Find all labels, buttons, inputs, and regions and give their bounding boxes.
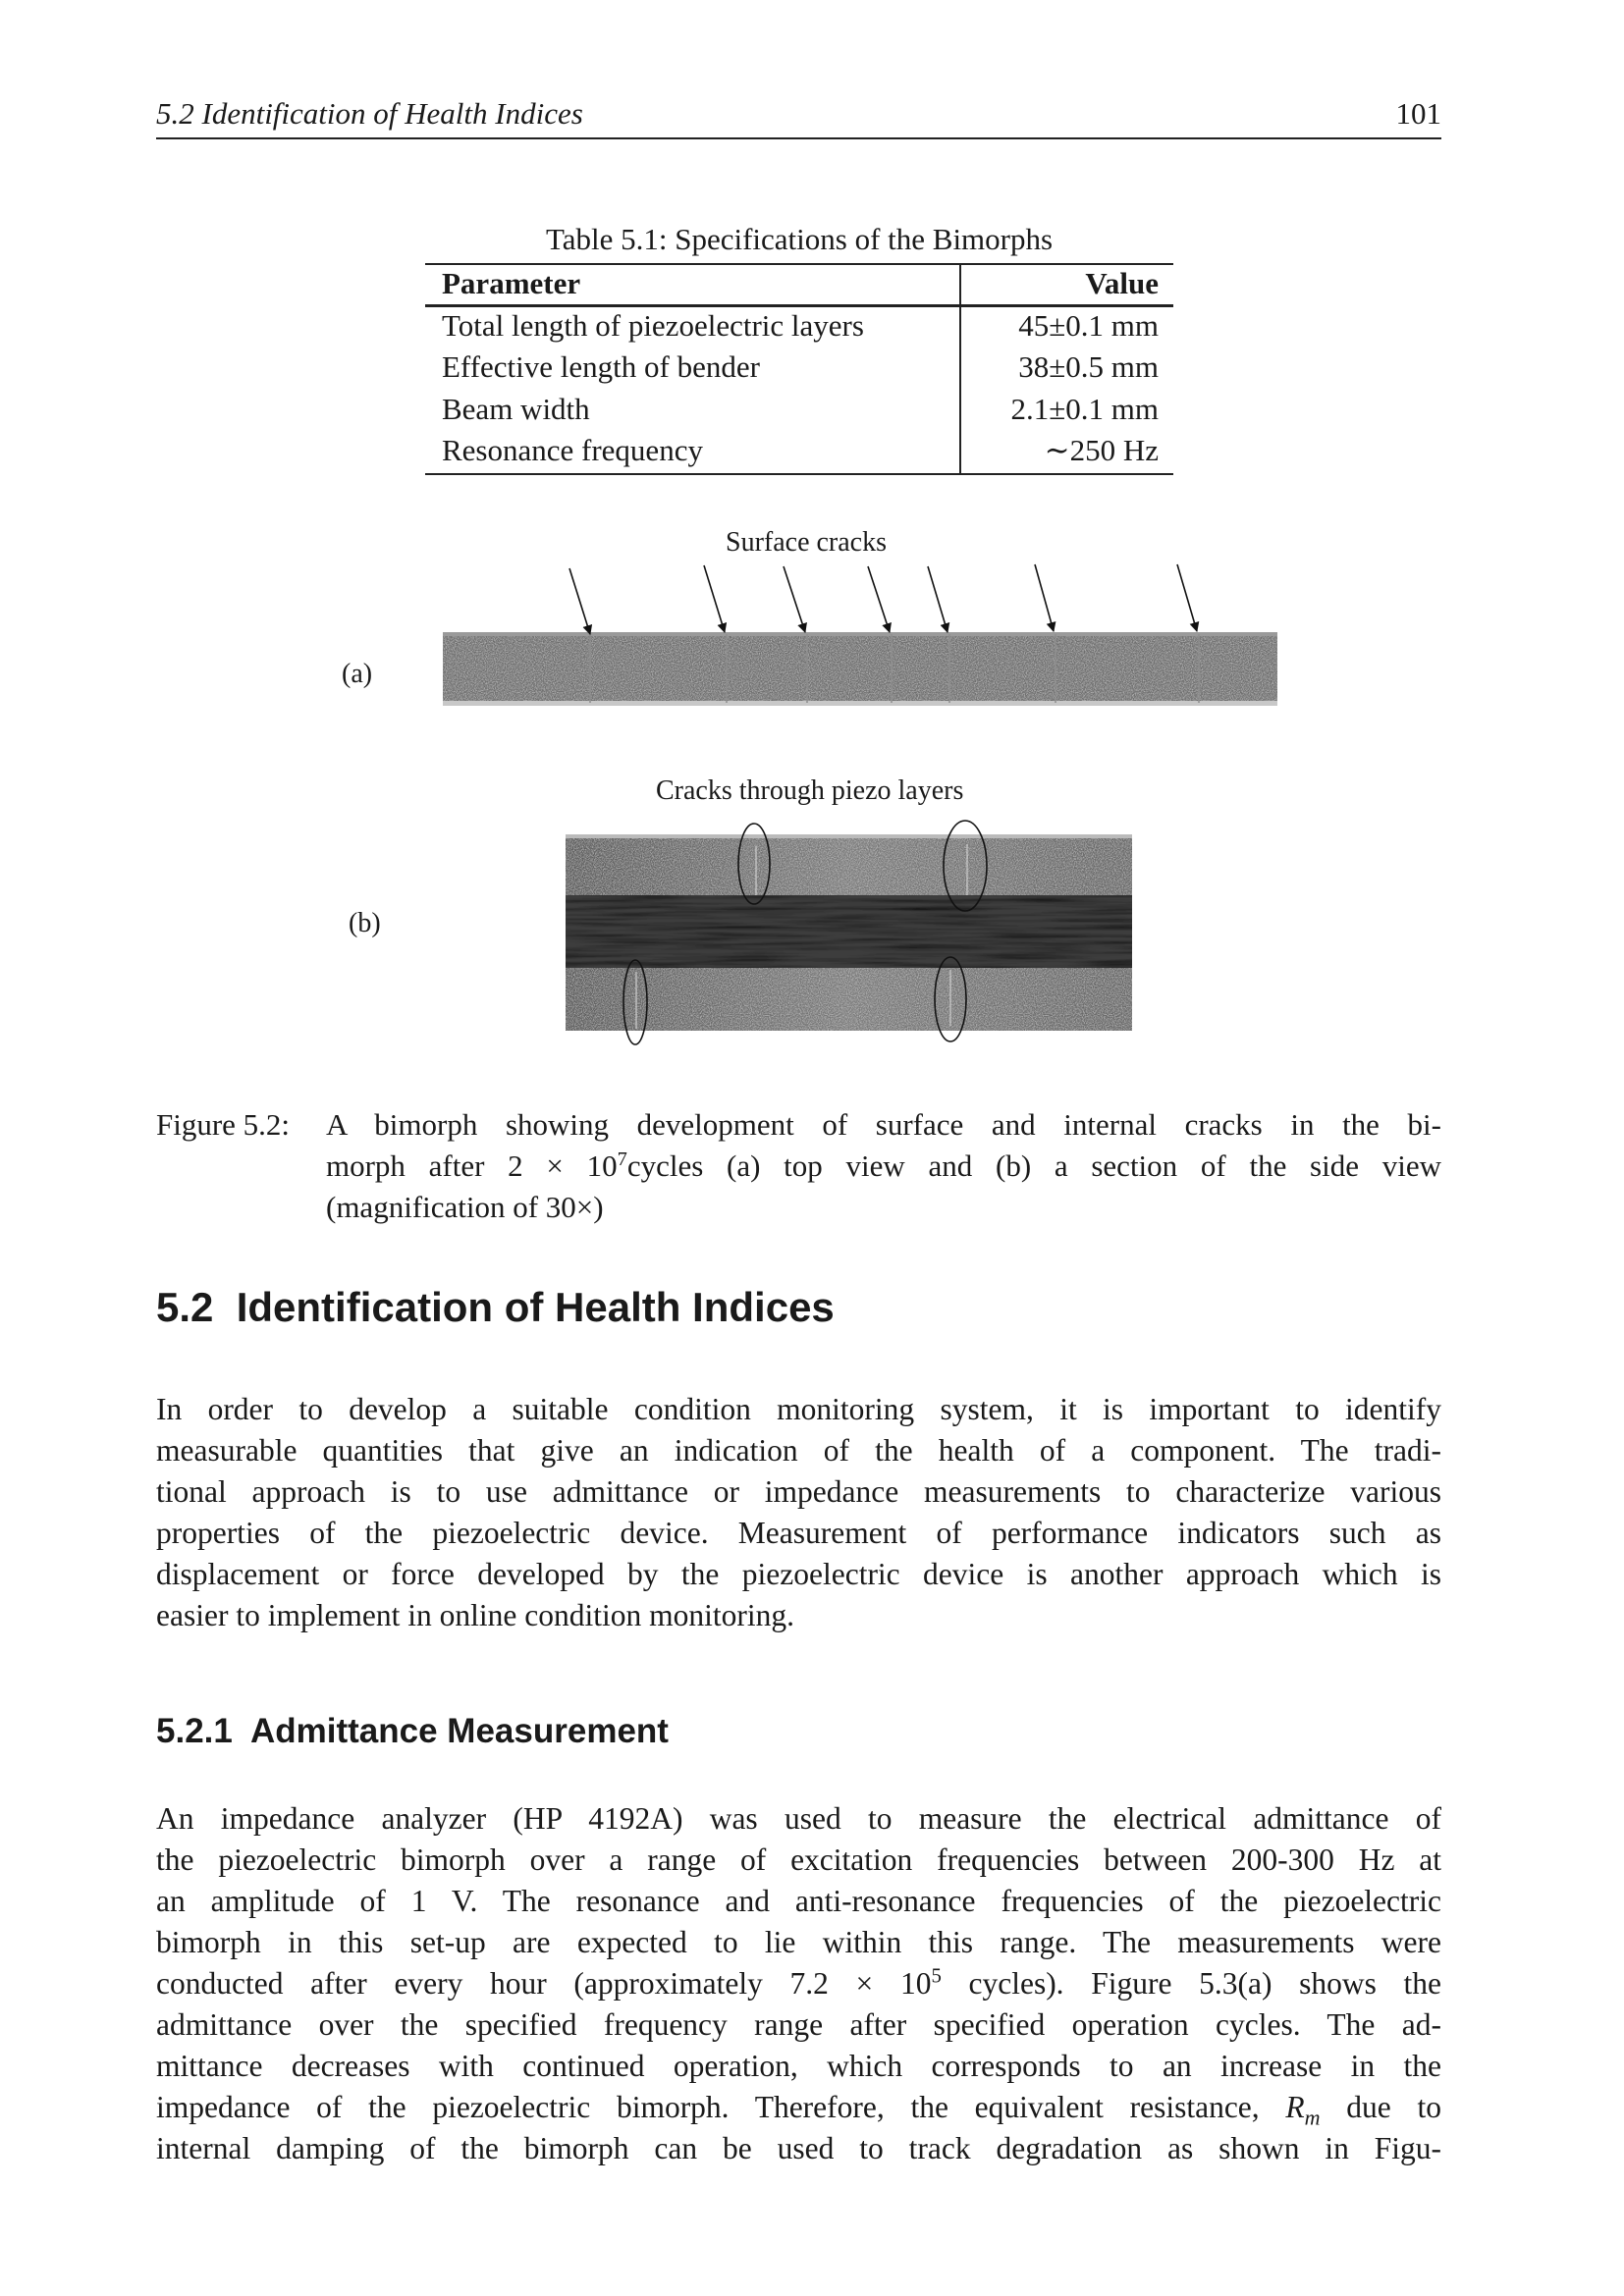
bimorph-side-view-photo xyxy=(566,834,1132,1031)
table-cell-parameter: Effective length of bender xyxy=(442,349,760,384)
paragraph-line xyxy=(156,2087,1441,2128)
paragraph-line: mittance decreases with continued operation, which corresponds to an increase in the xyxy=(156,2049,1441,2083)
math-subscript xyxy=(1305,2105,1321,2129)
paragraph-line: admittance over the specified frequency range after specified operation cycles. The ad- xyxy=(156,2007,1441,2042)
section-heading: 5.2 Identification of Health Indices xyxy=(156,1284,835,1330)
figure-images xyxy=(0,0,1624,1080)
caption-text: morph after 2 × 10 xyxy=(326,1148,618,1183)
table-cell-value: 2.1±0.1 mm xyxy=(1010,392,1159,426)
paragraph-line: an amplitude of 1 V. The resonance and anti-resonance frequencies of the piezoelectric xyxy=(156,1884,1441,1918)
paragraph-text: cycles). Figure 5.3(a) shows the xyxy=(941,1966,1441,2001)
arrow-icon xyxy=(1177,564,1197,631)
arrow-icon xyxy=(1035,564,1054,631)
cracks-through-layers-annotation: Cracks through piezo layers xyxy=(656,775,964,806)
panel-a-label: (a) xyxy=(342,659,373,689)
paragraph-line: bimorph in this set-up are expected to lie within this range. The measurements were xyxy=(156,1925,1441,1959)
caption-exponent: 7 xyxy=(617,1148,627,1170)
table-caption: Table 5.1: Specifications of the Bimorphs xyxy=(545,222,1054,256)
math-subscript-text: m xyxy=(1304,2105,1321,2130)
arrow-icon xyxy=(784,566,805,632)
table-cell-value: ∼250 Hz xyxy=(1044,433,1159,467)
caption-text: cycles (a) top view and (b) a section of the side view xyxy=(626,1148,1441,1183)
bimorph-top-view-photo xyxy=(443,632,1277,706)
figure-caption-label: Figure 5.2: xyxy=(156,1107,291,1142)
math-variable: R xyxy=(1285,2090,1305,2124)
figure-caption-line xyxy=(326,1146,1441,1187)
arrow-icon xyxy=(704,565,725,632)
arrow-icon xyxy=(928,566,947,632)
table-cell-parameter: Total length of piezoelectric layers xyxy=(442,308,864,343)
running-header-title: 5.2 Identification of Health Indices xyxy=(156,96,583,131)
paragraph-line: displacement or force developed by the piezoelectric device is another approach which is xyxy=(156,1557,1441,1591)
subsection-heading: 5.2.1 Admittance Measurement xyxy=(156,1712,669,1750)
paragraph-text: due to xyxy=(1320,2090,1441,2124)
paragraph-line: easier to implement in online condition monitoring. xyxy=(156,1598,795,1632)
paragraph-line: measurable quantities that give an indication of the health of a component. The tradi- xyxy=(156,1433,1441,1468)
paragraph-line: properties of the piezoelectric device. Measurement of performance indicators such as xyxy=(156,1516,1441,1550)
table-header-value: Value xyxy=(1085,266,1159,300)
table-cell-parameter: Resonance frequency xyxy=(442,433,703,467)
table-header-parameter: Parameter xyxy=(442,266,581,300)
paragraph-line: the piezoelectric bimorph over a range of excitation frequencies between 200-300 Hz at xyxy=(156,1842,1441,1877)
page-number: 101 xyxy=(1395,96,1441,131)
figure-caption-line: A bimorph showing development of surface and internal cracks in the bi- xyxy=(326,1107,1441,1142)
surface-cracks-annotation: Surface cracks xyxy=(726,527,888,558)
paragraph-line: An impedance analyzer (HP 4192A) was used to measure the electrical admittance of xyxy=(156,1801,1441,1836)
paragraph-line: In order to develop a suitable condition monitoring system, it is important to identify xyxy=(156,1392,1441,1426)
table-cell-value: 45±0.1 mm xyxy=(1018,308,1159,343)
surface-crack-arrows xyxy=(569,564,1197,634)
paragraph-line: internal damping of the bimorph can be used to track degradation as shown in Figu- xyxy=(156,2131,1441,2165)
exponent: 5 xyxy=(931,1964,942,1988)
paragraph-line xyxy=(156,1963,1441,2004)
arrow-icon xyxy=(868,566,890,632)
panel-b-label: (b) xyxy=(349,908,381,938)
arrow-icon xyxy=(569,568,590,634)
table-cell-parameter: Beam width xyxy=(442,392,590,426)
paragraph-text: impedance of the piezoelectric bimorph. Therefore, the equivalent resistance, xyxy=(156,2090,1286,2124)
paragraph-line: tional approach is to use admittance or impedance measurements to characterize various xyxy=(156,1474,1441,1509)
table-cell-value: 38±0.5 mm xyxy=(1018,349,1159,384)
figure-caption-line: (magnification of 30×) xyxy=(326,1190,604,1224)
paragraph-text: conducted after every hour (approximately 7.2 × 10 xyxy=(156,1966,932,2001)
